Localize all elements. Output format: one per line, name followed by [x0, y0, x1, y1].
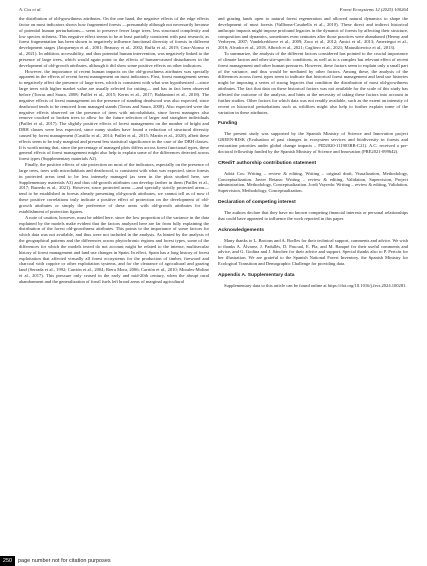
section-heading-acknowledgements: Acknowledgements	[218, 227, 264, 233]
acknowledgements-text: Many thanks to L. Brotons and A. Borlles for their technical support, comments and advice. We wish to thanks A. Álvarez, J. Padullés, D. Pascual, E. Pla, and M. Banqué for their useful comments and advice, and G. Godina and J. Sánchez for their advice and support. Special thanks also to P. Pericás for her illustration. We are grateful to the Spanish National Forest Inventory, the Spanish Ministry for Ecological Transition and Demographic Challenge for providing data.	[218, 237, 408, 267]
section-heading-declaration: Declaration of competing interest	[218, 200, 296, 206]
declaration-text: The authors declare that they have no known competing financial interests or personal relationships that could have appeared to influence the work reported in this paper.	[218, 210, 408, 221]
footer-caption: page number not for citation purposes	[18, 558, 111, 564]
section-heading-credit: CRediT authorship contribution statement	[218, 160, 317, 166]
body-paragraph: A note of caution, however, must be added here, since the low proportion of the variance in the data explained by the models make evident that the factors analyzed here are far from fully explaining the distribution of the forest old-growthness attributes. This points to the importance of some factors for which data was not available, and thus were not included in the analysis. As hinted by the analysis of the geographical patterns and the differences across phytochronic regions and forest types, some of the differences for which the models tested do not account might be related to the intense, multisecular history of forest management and land use changes in Spain. In effect, Spain has a long history of forest exploitation that affected virtually all forest ecosystems for the production of timber, firewood and charcoal with coppice or other exploitation systems, and for the clearance of agricultural and grazing land (Serrada et al., 1992; Carrión et al., 2004; Riera Mora, 2006; Carrión et al., 2010; Morales-Molino et al., 2017). This pressure only ceased in the early and mid-20th century, when the abrupt rural abandonment and the generalization of fossil fuels left broad areas of marginal agricultural	[19, 214, 209, 284]
body-paragraph: and grazing lands open to natural forest regeneration and allowed natural dynamics to shape the development of most forests (Vallbona-Casabella et al., 2010). These direct and indirect historical anthropic impacts might impose profound legacies in the dynamic of forests by affecting their structure, composition and dynamics, sometimes even centuries after those practices were abandoned (Hermy and Verheyen, 2007; Vandekerkhove et al., 2009; Zaco et al., 2012; Amici et al., 2013; Ameztegui et al., 2016; Alvador et al., 2018, Albrich et al., 2021; Cagliero et al., 2021; Matusikiewicz et al., 2013).	[218, 16, 408, 51]
body-paragraph: To summarize, the analysis of the different factors considered has pointed to the crucial importance of climate factors and other site-specific conditions, as well as to a complex but relevant effect of recent forest management and other human pressures. However, these factors seem to explain only a small part of the variance, and thus would be mediated by other factors. Among these, the analysis of the differences across forest types seem to indicate that historical forest management and land use histories might be imposing a series of strong legacies that condition the distribution of most old-growthness attributes. The fact that data on these historical factors was not available for the scale of this study has affected the outcome of the analysis, and hints at the necessity of taking these factors into account in further studies. Other factors for which data was not readily available, such as the extent an intensity of recent or historical perturbations such as wildfires might also help to further explain some of the variation in these attributes.	[218, 51, 408, 115]
left-column	[19, 16, 209, 285]
body-paragraph: However, the importance of recent human impacts on the old-growthness attributes was specially apparent in the effects of recent forest management on most indicators. First, forest management seems to negatively affect the presence of large trees, which is consistent with what was hypothesized —since large trees with higher market value are usually selected for cutting— and has in fact been observed before (Torras and Saura, 2008; Paillet et al., 2015; Kerns et al., 2017; Baldantoni et al., 2018). The negative effects of forest management on the presence of standing deadwood was also expected, since deadwood tends to be removed from managed stands (Torras and Saura, 2008). Also expected were the negative effects observed on the presence of trees with microhabitats, since forest managers also remove crooked or broken trees to allow for the future selection of larger and straighter individuals (Paillet et al., 2017). The slightly positive effects of forest management on the number of bright and DBH classes were less expected, since many studies have found a reduction of structural diversity caused by forest management (Castillo et al., 2014; Paillet et al., 2015; Martín et al., 2020), albeit these effects seem to be truly marginal and present less statistical significance in the case of the DBH classes. It is worth noting that, since the percentage of managed plots differs across forest functional types, these general effects of forest management might also help to explain some of the differences detected across forest types (Supplementary materials A2).	[19, 68, 209, 162]
body-paragraph: Finally, the positive effects of site protection on most of the indicators, especially on the presence of large trees, trees with microhabitats and deadwood, is consistent with what was expected, since forests in protected areas tend to be less intensely managed (as seen in the plots studied here, see Supplementary materials A3) and thus old-growth attributes can develop farther in them (Paillet et al., 2017; Barredo et al., 2021). However, since protected areas —and specially strictly protected areas— tend to be established in forests already presenting old-growth attributes, we cannot tell as of now if these positive correlations truly indicate a positive effect of protection on the development of old-growth attributes or simply the preference of these areas with old-growth attributes for the establishment of protection figures.	[19, 162, 209, 214]
credit-text: Adrià Cos: Writing – review & editing, Writing – original draft, Visualization, Methodology, Conceptualization. Javier Retana: Writing – review & editing, Validation, Supervision, Project administration, Methodology, Conceptualization. Jordi Vayreda: Writing – review & editing, Validation, Supervision, Methodology, Conceptualization.	[218, 170, 408, 194]
running-header	[19, 5, 408, 14]
section-heading-appendix: Appendix A. Supplementary data	[218, 273, 295, 278]
body-paragraph: the distribution of old-growthness attributes. On the one hand, the negative effects of the edge effects factor on most indicators shows how fragmented forests —presumably although not necessarily because of potential human perturbations— seem to preserve fewer large trees, less structural complexity and low species richness. This negative effect seems to be at least partially consistent with past research, as forest fragmentation has been shown to negatively influence functional diversity of forests in different development stages (Jacquemyn et al., 2001; Beaussy et al., 2002; Ruffa et al., 2019; Cruz-Alonso et al., 2021). In addition, accessibility, and thus potential human intervention, was negatively linked to the presence of large trees, which would again point to the effects of human-caused disturbances in the development of old-growth attributes, although it did show some positive effects on other indicators.	[19, 16, 209, 68]
page-footer	[0, 556, 427, 566]
right-column	[218, 16, 408, 289]
header-journal: Forest Ecosystems 12 (2025) 100264	[339, 7, 408, 12]
appendix-text: Supplementary data to this article can be found online at https://doi.org/10.1016/j.fecs.2024.100281.	[224, 283, 407, 288]
section-heading-funding: Funding	[218, 121, 238, 127]
funding-text: The present study was supported by the Spanish Ministry of Science and Innovation project GREEN-RISK (Evaluation of past changes in ecosystem services and biodiversity in forests and restoration priorities under global change impacts – PID2020-111903RB-C21). A.C. received a pre-doctoral fellowship funded by the Spanish Ministry of Science and Innovation (PRE2021-099642).	[218, 131, 408, 154]
page-number: 250	[0, 556, 15, 566]
header-authors: A. Cos et al.	[19, 7, 42, 12]
